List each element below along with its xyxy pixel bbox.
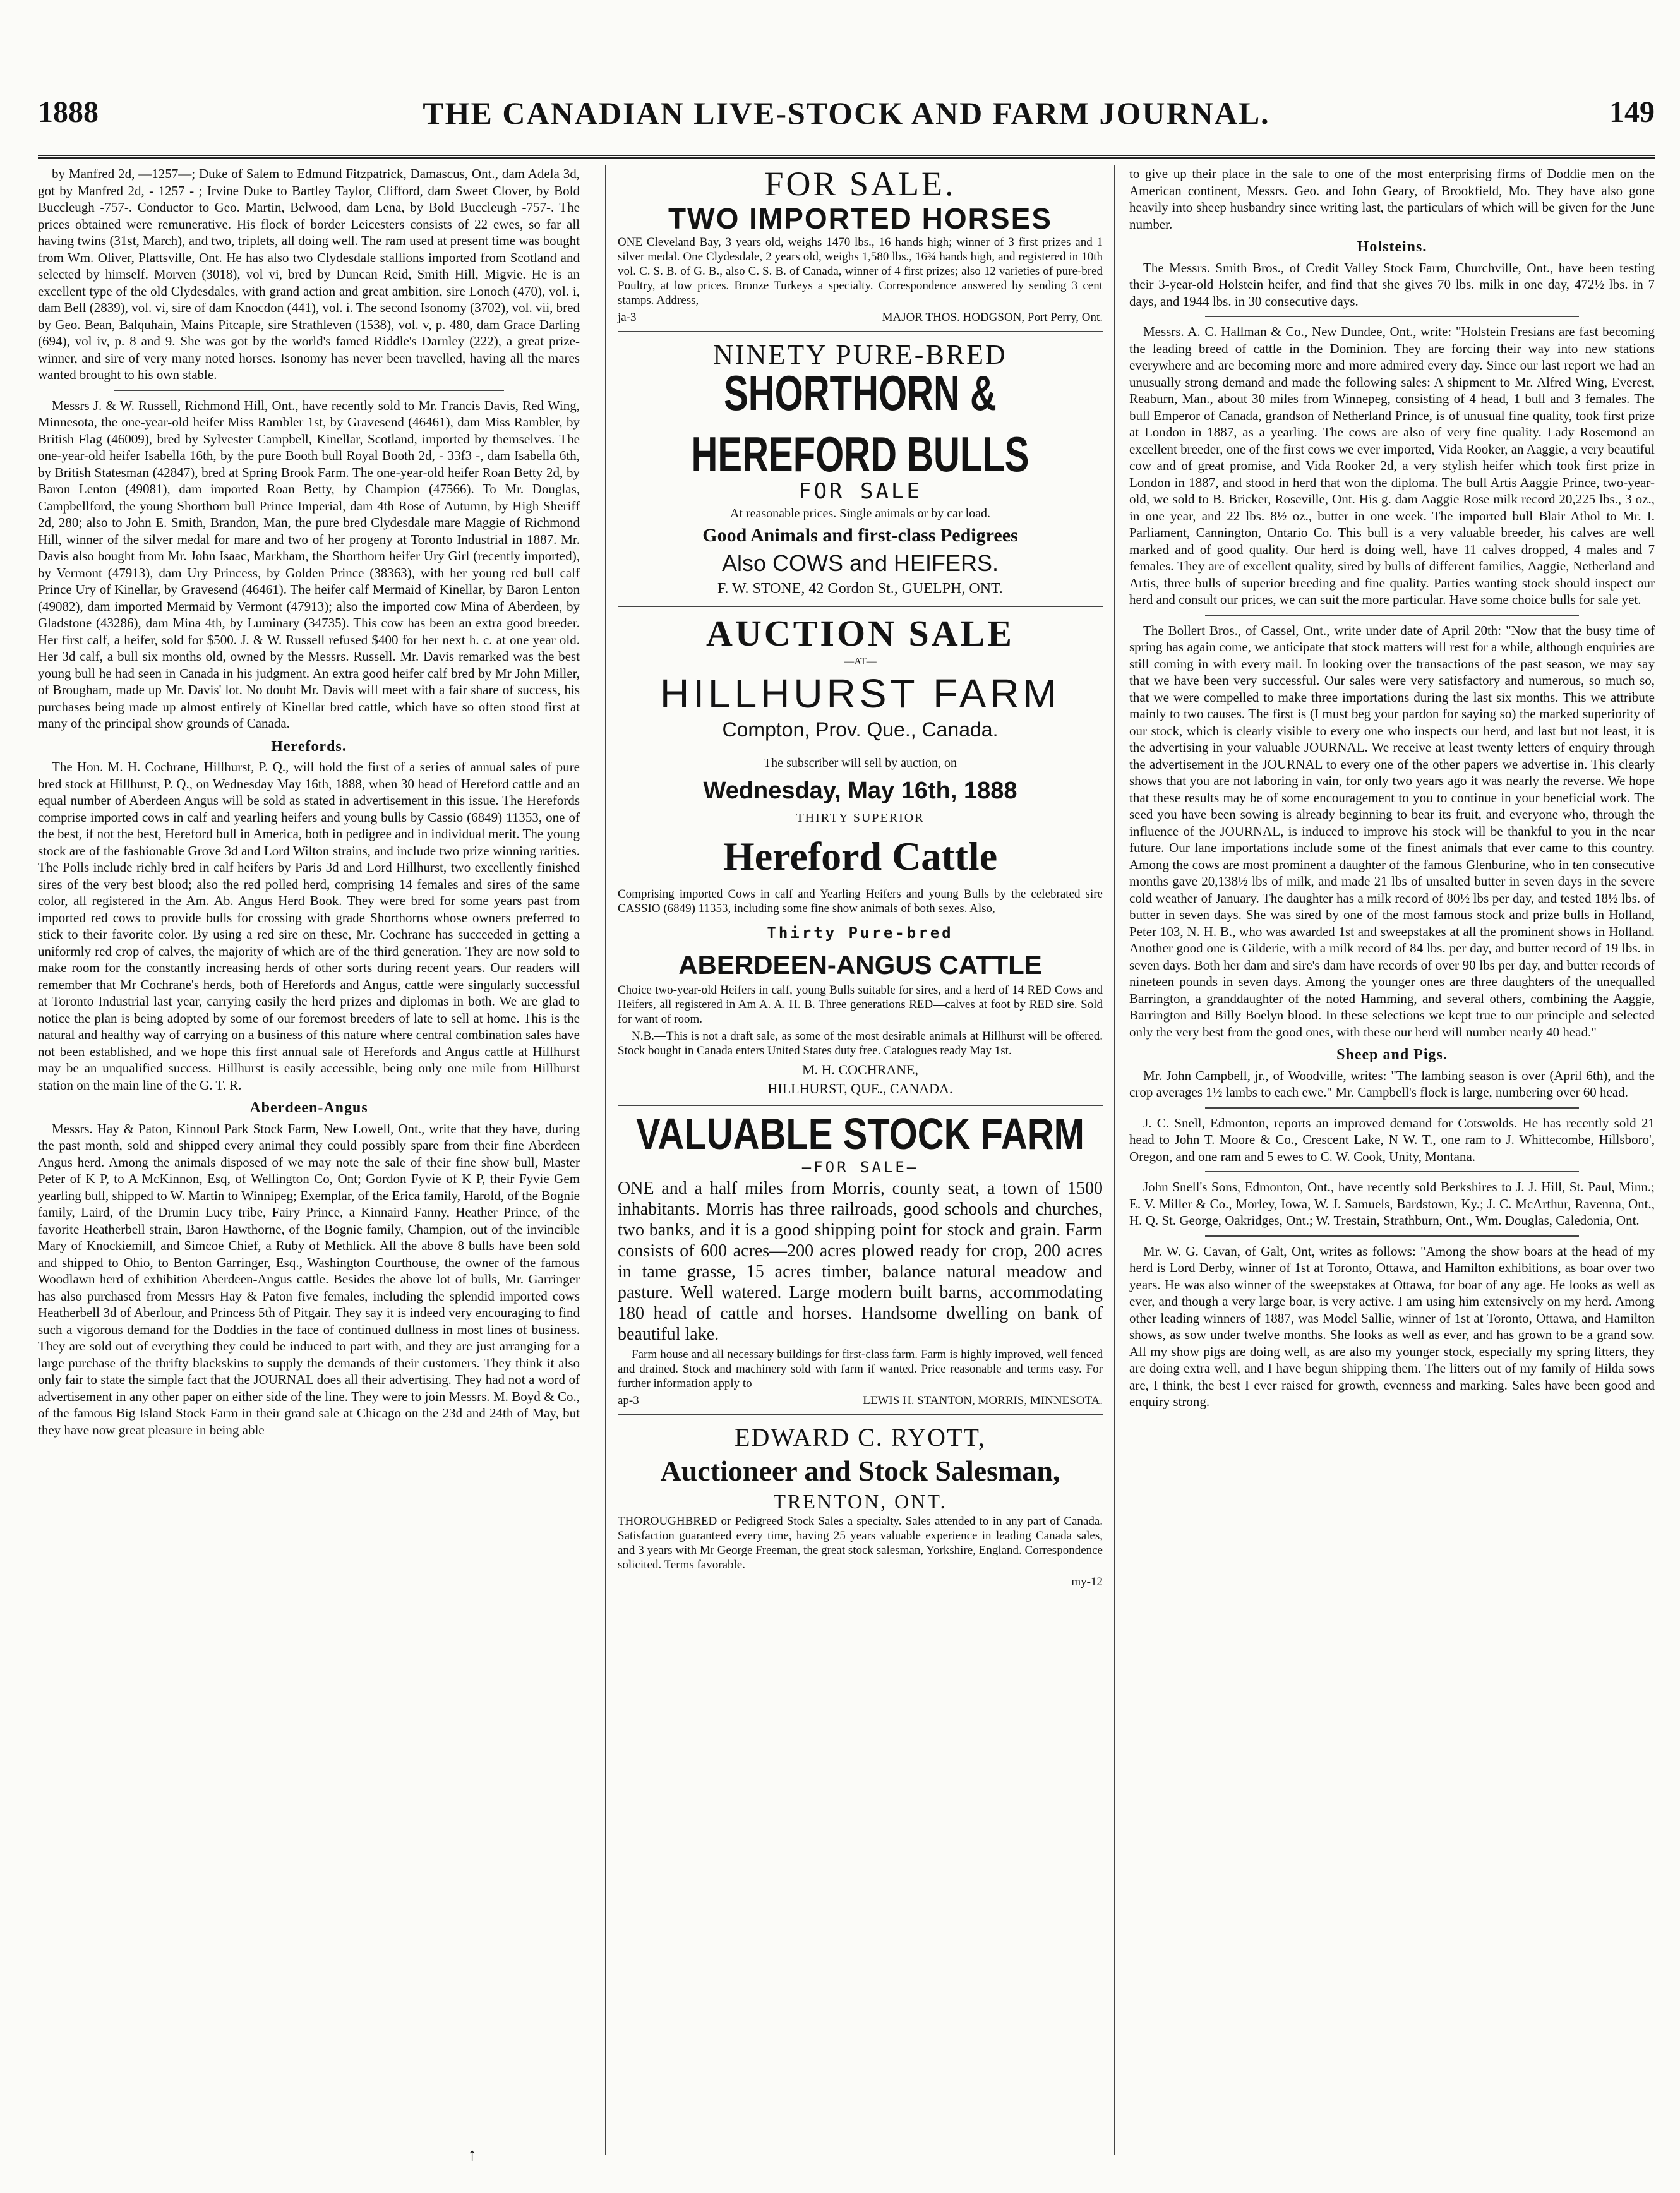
journal-title: THE CANADIAN LIVE-STOCK AND FARM JOURNAL. [423, 95, 1270, 131]
ad-body: THOROUGHBRED or Pedigreed Stock Sales a specialty. Sales attended to in any part of Canada. Satisfaction guaranteed every time, having 25 years valuable experience in leading Canada sales, and 3 years with Mr George Freeman, the great stock salesman, Yorkshire, England. Correspondence solicited. Terms favorable. [618, 1515, 1103, 1571]
ad-signature: HILLHURST, QUE., CANADA. [767, 1081, 953, 1096]
divider [1205, 1171, 1579, 1172]
ad-line: Also COWS and HEIFERS. [721, 550, 999, 576]
article-paragraph: The Bollert Bros., of Cassel, Ont., write under date of April 20th: "Now that the busy time of spring has again come, we anticipate that stock matters will rest for a while, although enquiries are still coming in with every mail. In looking over the transactions of the past season, we may say that we have been very successful. Our sales were very satisfactory and numerous, so much so, that we were compelled to make three importations during the last six months. This we attribute mainly to two causes. The first is (I must beg your pardon for saying so) the marked superiority of our stock, which is clearly visible to every one who inspects our herd, and last but not least, it is the advertising in your valuable JOURNAL. We receive at least twenty letters of enquiry through the advertisement in the JOURNAL to every one of the other papers we advertise in. This clearly shows that you are not laboring in vain, for only two years ago it was nearly the reverse. We hope that these results may be of some encouragement to you to continue in your beneficial work. The seed you have been sowing is already beginning to bear its fruit, and everyone who, through the influence of the JOURNAL, is induced to improve his stock will be thankful to you in the near future. Our lane importations include some of the finest animals that ever came to this country. Among the cows are most prominent a daughter of the famous Glenburine, who in ten consecutive months gave 20,138½ lbs of milk, and made 21 lbs of unsalted butter in seven days in the severe cold weather of January. The daughter has a milk record of 80½ lbs per day, and tested 18½ lbs. of butter in seven days. She was sired by one of the most famous stock and prize bulls in Holland, Peter 103, N. H. B., who was awarded 1st and sweepstakes at all the prominent shows in Holland. Another good one is Gilderie, with a milk record of 84 lbs. per day, and butter record of 19 lbs. in seven days. Both her dam and sire's dam have records of over 90 lbs per day, and butter records of nineteen pounds in seven days. Among the younger ones are three daughters of the unequalled Barrington, a granddaughter of the noted Hamming, and several others, combining the Aaggie, Barrington and Billy Boelyn blood. In these selections we kept true to our principle and selected only the very best from the good ones, with these our herd will number nearly 40 head." [1129, 622, 1655, 1040]
section-heading-sheep-and-pigs: Sheep and Pigs. [1336, 1047, 1448, 1063]
section-heading-aberdeen-angus: Aberdeen-Angus [249, 1100, 368, 1116]
ad-signature: LEWIS H. STANTON, MORRIS, MINNESOTA. [863, 1394, 1103, 1407]
article-paragraph: The Hon. M. H. Cochrane, Hillhurst, P. Q., will hold the first of a series of annual sales of pure bred stock at Hillhurst, P. Q., on Wednesday May 16th, 1888, when 30 head of Hereford cattle and an equal number of Aberdeen Angus will be sold as stated in advertisement in this issue. The Herefords comprise imported cows in calf and yearling heifers and young bulls by Cassio (6849) 11353, one of the best, if not the best, Hereford bull in America, both in pedigree and in individual merit. The young stock are of the fashionable Grove 3d and Lord Wilton strains, and include two prize winning rarities. The Polls include richly bred in calf heifers by Paris 3d and Lord Hillhurst, two excellently finished sires of the very best blood; also the red polled herd, comprising 14 females and sires of the same color, all registered in the Am. Ab. Angus Herd Book. They were bred for some years past from imported red cows to provide bulls for crossing with grade Shorthorns whose owners preferred to stick to their favorite color. By using a red sire on these, Mr. Cochrane has succeeded in getting a uniformly red crop of calves, the majority of which are of the third generation. They are now sold to make room for the constantly increasing herds of other sorts during recent years. Our readers will remember that Mr Cochrane's herds, both of Herefords and Angus, cattle were singularly successful at Toronto Industrial last year, carrying easily the herd prizes and diplomas in both. We are glad to notice the plan is being adopted by some of our foremost breeders of late to sell at home. This is the natural and healthy way of carrying on a business of this nature where central combination sales have not been established, and we hope this first annual sale of Herefords and Angus cattle at Hillhurst may be an unqualified success. Hillhurst is easily accessible, being only one mile from Hillhurst station on the main line of the G. T. R. [38, 759, 580, 1093]
article-paragraph: Mr. John Campbell, jr., of Woodville, writes: "The lambing season is over (April 6th), and the crop averages 1½ lambs to each ewe." Mr. Campbell's flock is large, numbering over 60 head. [1129, 1067, 1655, 1100]
section-heading-holsteins: Holsteins. [1357, 239, 1427, 255]
ad-body: Farm house and all necessary buildings for first-class farm. Farm is highly improved, well fenced and drained. Stock and machinery sold with farm if wanted. Price reasonable and terms easy. For further information apply to [618, 1348, 1103, 1390]
header-year: 1888 [38, 95, 99, 129]
ad-code: my-12 [1071, 1575, 1103, 1589]
ad-date: Wednesday, May 16th, 1888 [703, 777, 1017, 804]
ad-heading: SHORTHORN & HEREFORD BULLS [691, 365, 1029, 483]
ad-signature: MAJOR THOS. HODGSON, Port Perry, Ont. [882, 311, 1103, 324]
divider [1205, 316, 1579, 317]
ad-line: Compton, Prov. Que., Canada. [722, 718, 999, 741]
article-paragraph: The Messrs. Smith Bros., of Credit Valley Stock Farm, Churchville, Ont., have been testing their 3-year-old Holstein heifer, and find that she gives 70 lbs. milk in one day, 472½ lbs. in 7 days, and 1944 lbs. in 30 consecutive days. [1129, 260, 1655, 309]
section-heading-herefords: Herefords. [271, 738, 347, 755]
article-paragraph: Messrs. Hay & Paton, Kinnoul Park Stock Farm, New Lowell, Ont., write that they have, during the past month, sold and shipped every animal they could possibly spare from their fine Aberdeen Angus herd. Among the animals disposed of we may note the sale of their fine show bull, Master Peter of K P, to A McKinnon, Esq, of Wellington Co, Ont; Gordon Fyvie of K P, their Fyvie Gem yearling bull, shipped to W. Martin to Winnipeg; Exemplar, of the Erica family, Harold, of the Bognie family, Laird, of the Drumin Lucy tribe, Fairy Prince, a Kinnaird Fanny, Heather Prince, of the favorite Heatherbell strain, Baron Hawthorne, of the Bognie family, Champion, out of the invincible Mary of Knockiemill, and Simcoe Chief, a Ruby of Methlick. All the above 8 bulls have been sold and shipped to Ohio, to Benton Garringer, Esq., Washington Courthouse, the owner of the famous Woodlawn herd of exhibition Aberdeen-Angus cattle. Besides the above lot of bulls, Mr. Garringer has also purchased from Messrs Hay & Paton five females, including the splendid imported cows Heatherbell 3d of Aberlour, and Princess 5th of Pitgair. They say it is indeed very encouraging to find such a vigorous demand for the Doddies in the face of continued dullness in most lines of business. They are sold out of everything they could be induced to part with, and they are just arranging for a large purchase of the thrifty blackskins to supply the demands of their customers. They think it also only fair to state the simple fact that the JOURNAL does all their advertising. They had not a word of advertisement in any other paper on either side of the line. They were to join Messrs. M. Boyd & Co., of the famous Big Island Stock Farm in their grand sale at Chicago on the 23d and 24th of May, but they have now great pleasure in being able [38, 1121, 580, 1438]
column-advertisements [605, 165, 1115, 2155]
article-paragraph: Mr. W. G. Cavan, of Galt, Ont, writes as follows: "Among the show boars at the head of my herd is Lord Derby, winner of 1st at Toronto, Ottawa, and Hamilton exhibitions, as boar over two years. He was also winner of the sweepstakes at Ottawa, for boar of any age. He looks as well as ever, and though a very large boar, is very active. I am using him extensively on my herd. Among other leading winners of 1887, was Model Sallie, winner of 1st at Toronto, Ottawa, and Hamilton shows, as sow under twelve months. She looks as well as ever, and has grown to be a grand sow. All my show pigs are doing well, as are also my younger stock, especially my spring litters, they are doing extra well, and I have begun shipping them. The litters out of my family of Hilda sows are, I think, the best I ever raised for growth, evenness and marking. Sales have been good and enquiry strong. [1129, 1243, 1655, 1409]
ad-code: ap-3 [618, 1394, 639, 1407]
article-paragraph: John Snell's Sons, Edmonton, Ont., have recently sold Berkshires to J. J. Hill, St. Paul, Minn.; E. V. Miller & Co., Morley, Iowa, W. J. Samuels, Bardstown, Ky.; J. C. McArthur, Ravenna, Ont., H. Q. St. George, Oakridges, Ont.; W. Trestain, Strathburn, Ont., Wm. Douglas, Caledonia, Ont. [1129, 1179, 1655, 1228]
article-paragraph: Messrs. A. C. Hallman & Co., New Dundee, Ont., write: "Holstein Fresians are fast becoming the leading breed of cattle in the Dominion. They are forcing their way into new stations everywhere and are becoming more and more admired every day. Since our last report we had an unusually strong demand and made the following sales: A shipment to Mr. Alfred Wing, Everest, Reaburn, Man., about 30 miles from Winnepeg, consisting of 4 head, 1 bull and 3 females. The bull Emperor of Canada, grandson of Netherland Prince, is of unusual fine quality, took first prize at London in 1887, as a yearling. The cows are also of very fine quality. Lady Rosemond an excellent breeder, one of the first cows we ever imported, Vida Rooker, an Aaggie, a very beautiful cow and of great promise, and Vida Rooker 2d, a very stylish heifer which took first prize in London in 1887, and stood in herd that won the diploma. The bull Artis Aaggie Prince, two-year-old, we sold to B. Bricker, Roseville, Ont. His g. dam Aaggie Rose milk record 20,225 lbs., 3 oz., in one year, and 22 lbs. 8½ oz., butter in one week. The imported bull Blair Athol to Mr. I. Parliament, Cannington, Ontario Co. This bull is a very valuable breeder, his calves are well marked and of good quality. Our herd is doing well, have 11 calves dropped, 4 males and 7 females. They are of excellent quality, sired by bulls of different families, Aaggie, Netherland and Artis, three bulls of superior breeding and fine quality. Parties wanting stock should inspect our herd and consult our prices, we can suit the more particular. Have some choice bulls for sale yet. [1129, 324, 1655, 607]
ad-heading: EDWARD C. RYOTT, [735, 1423, 986, 1451]
ad-subheading: —FOR SALE— [801, 1158, 919, 1176]
ad-shorthorn-hereford-bulls [618, 339, 1103, 607]
divider [1205, 615, 1579, 616]
header-rule [38, 155, 1655, 159]
ad-body: Choice two-year-old Heifers in calf, young Bulls suitable for sires, and a herd of 14 RED Cows and Heifers, all registered in Am A. A. H. B. Three generations RED—calves at foot by RED sire. Sold for want of room. [618, 983, 1103, 1026]
ad-heading: AUCTION SALE [706, 612, 1014, 654]
ad-body: N.B.—This is not a draft sale, as some of the most desirable animals at Hillhurst will be offered. Stock bought in Canada enters United States duty free. Catalogues ready May 1st. [618, 1030, 1103, 1057]
divider [1205, 1235, 1579, 1237]
ad-line: Thirty Pure-bred [767, 924, 954, 942]
ad-line: —AT— [844, 656, 877, 667]
article-paragraph: Messrs J. & W. Russell, Richmond Hill, Ont., have recently sold to Mr. Francis Davis, Red Wing, Minnesota, the one-year-old heifer Miss Rambler 1st, by Gravesend (46461), dam Miss Rambler, by British Flag (46009), bred by Sylvester Campbell, Kinellar, Scotland, imported by themselves. The one-year-old heifer Isabella 16th, by the pure Booth bull Royal Booth 2d, - 33f3 -, dam Isabella 6th, by British Statesman (42847), bred at Spring Brook Farm. The one-year-old heifer Roan Betty 2d, by Baron Lenton (49081), dam imported Roan Betty, by Champion (47566). To Mr. Douglas, Campbellford, the young Shorthorn bull Prince Imperial, dam 4th Rose of Autumn, by High Sheriff 2d, 280; also to John E. Smith, Brandon, Man, the pure bred Clydesdale mare Maggie of Richmond Hill, winner of the silver medal for mare and two of her progeny at Toronto Industrial in 1887. Mr. Davis also bought from Mr. John Isaac, Markham, the Shorthorn heifer Ury Girl (recently imported), by Vermont (47913), dam Ury Princess, by Golden Prince (38363), with her young red bull calf Prince Ury of Kinellar, by Gravesend (46461). The heifer calf Mermaid of Kinellar, by Baron Lenton (49082), dam imported Mermaid by Vermont (47913); also the imported cow Mina of Aberdeen, by Gladstone (43286), dam Mina 4th, by Luminary (34735). This cow has been an extra good breeder. Her first calf, a heifer, sold for $500. J. & W. Russell refused $400 for her next h. c. at one year old. Her 3d calf, a bull six months old, owned by the Messrs. Russell. Mr. Davis remarked was the best young bull he had seen in Canada in his judgment. An extra good heifer calf bred by Mr John Miller, of Brougham, made up Mr. Davis' lot. No doubt Mr. Davis will meet with a fair share of success, his purchases being made up almost entirely of Kinellar bred cattle, which have so often stood first at many of the principal show grounds of Canada. [38, 397, 580, 731]
ad-heading: NINETY PURE-BRED [713, 339, 1007, 370]
ad-body: ONE and a half miles from Morris, county seat, a town of 1500 inhabitants. Morris has three railroads, good schools and churches, two banks, and it is a good shipping point for stock and grain. Farm consists of 600 acres—200 acres plowed ready for crop, 200 acres in tame grasse, 15 acres timber, balance natural meadow and pasture. Well watered. Large modern built barns, accommodating 180 head of cattle and horses. Handsome dwelling on bank of beautiful lake. [618, 1179, 1103, 1344]
ad-heading: Hereford Cattle [723, 834, 998, 879]
ad-heading: Auctioneer and Stock Salesman, [660, 1455, 1060, 1487]
ad-valuable-stock-farm [618, 1109, 1103, 1415]
page-header [38, 95, 1655, 145]
ad-heading: VALUABLE STOCK FARM [636, 1109, 1084, 1159]
column-right [1129, 165, 1655, 2155]
ad-body: Comprising imported Cows in calf and Yearling Heifers and young Bulls by the celebrated sire CASSIO (6849) 11353, including some fine show animals of both sexes. Also, [618, 887, 1103, 915]
ad-code: ja-3 [618, 311, 637, 324]
divider [114, 390, 504, 391]
ad-line: The subscriber will sell by auction, on [763, 756, 957, 770]
article-paragraph: J. C. Snell, Edmonton, reports an improved demand for Cotswolds. He has recently sold 21 head to John T. Moore & Co., Crescent Lake, N W. T., one ram to J. Whittecombe, Hillsboro', Oregon, and one ram and 5 ewes to C. W. Cook, Unity, Montana. [1129, 1115, 1655, 1164]
ad-two-imported-horses [618, 165, 1103, 332]
article-paragraph: by Manfred 2d, —1257—; Duke of Salem to Edmund Fitzpatrick, Damascus, Ont., dam Adela 3d, got by Manfred 2d, - 1257 - ; Irvine Duke to Bartley Taylor, Clifford, dam Sweet Clover, by Bold Buccleugh -757-. Conductor to Geo. Martin, Belwood, dam Lena, by Bold Buccleugh -757-. The prices obtained were remunerative. His flock of border Leicesters consists of 22 ewes, so far all having twins (31st, March), and two, triplets, all doing well. The ram used at present time was bought from Wm. Oliver, Plattsville, Ont. He has also two Clydesdale stallions imported from Scotland and selected by himself. Morven (3018), vol vi, bred by Duncan Reid, Smith Hill, Migvie. He is an excellent type of the old Clydesdales, with grand action and great ambition, sire Lonoch (470), vol. i, dam Bell (2839), vol. vi, sire of dam Knocdon (441), vol. i. The second Isonomy (3702), vol. vii, bred by Geo. Bean, Balquhain, Mains Pitcaple, sire Strathleven (1538), vol. v, p. 480, dam Grace Darling (694), vol iv, p. 8 and 9. She was got by the world's famed Riddle's Darnley (222), a great prize-winner, and sire of very many noted horses. Isonomy has never been travelled, having all the mares wanted brought to his own stable. [38, 166, 580, 382]
footer-mark-icon: ↑ [467, 2144, 477, 2165]
ad-body: ONE Cleveland Bay, 3 years old, weighs 1470 lbs., 16 hands high; winner of 3 first prizes and 1 silver medal. One Clydesdale, 2 years old, weighs 1,580 lbs., 16¾ hands high, and registered in 10th vol. C. S. B. of G. B., also C. S. B. of Canada, winner of 4 first prizes; also 12 varieties of pure-bred Poultry, at low prices. Bronze Turkeys a specialty. Correspondence answered by sending 3 cent stamps. Address, [618, 236, 1103, 307]
ad-line: At reasonable prices. Single animals or by car load. [729, 507, 991, 520]
article-paragraph: to give up their place in the sale to one of the most enterprising firms of Doddie men on the American continent, Messrs. Geo. and John Geary, of Brookfield, Mo. They have also gone heavily into sheep husbandry since writing last, the particulars of which will be given for the June number. [1129, 166, 1655, 232]
ad-signature: M. H. COCHRANE, [802, 1062, 918, 1078]
ad-heading: TWO IMPORTED HORSES [668, 202, 1052, 235]
divider [1205, 1107, 1579, 1109]
ad-signature: F. W. STONE, 42 Gordon St., GUELPH, ONT. [717, 580, 1003, 597]
ad-heading: FOR SALE. [764, 165, 956, 203]
ad-heading: ABERDEEN-ANGUS CATTLE [678, 950, 1042, 980]
column-left [38, 165, 580, 2155]
ad-heading: HILLHURST FARM [659, 671, 1061, 716]
ad-edward-ryott [618, 1422, 1103, 1589]
ad-line: Good Animals and first-class Pedigrees [702, 524, 1018, 546]
ad-subheading: FOR SALE [798, 479, 922, 504]
ad-line: THIRTY SUPERIOR [796, 810, 925, 825]
page-number: 149 [1609, 95, 1655, 129]
ad-auction-sale-hillhurst [618, 613, 1103, 1107]
ad-line: TRENTON, ONT. [773, 1490, 947, 1513]
